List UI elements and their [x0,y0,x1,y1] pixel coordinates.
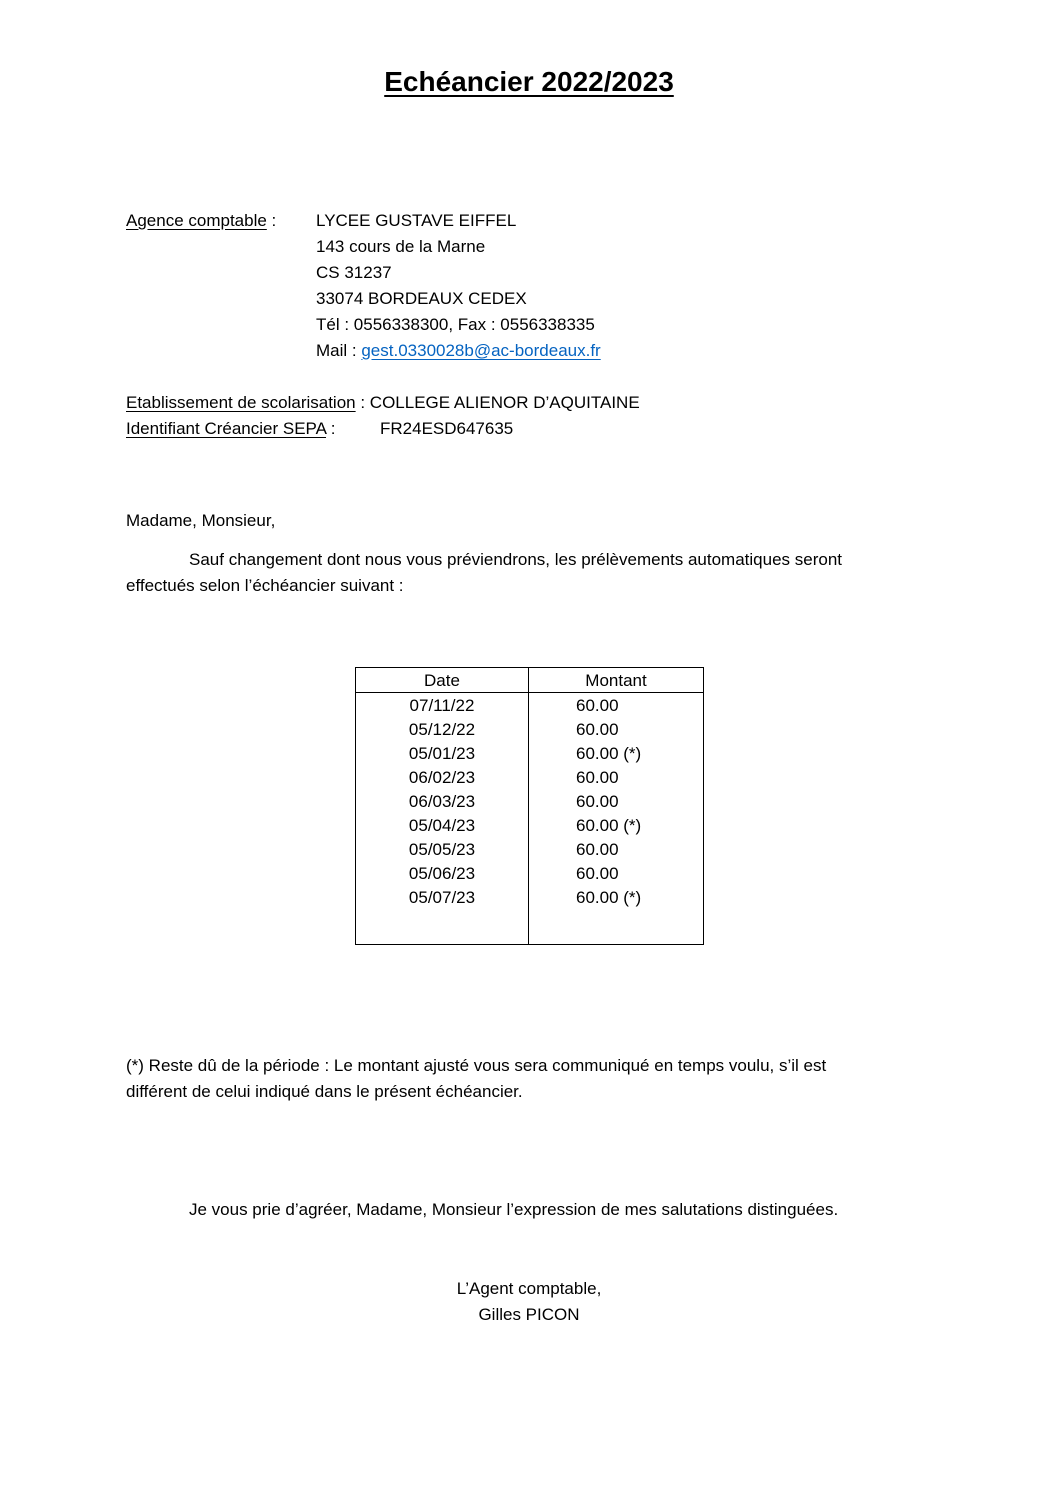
sepa-label: Identifiant Créancier SEPA [126,419,327,438]
agency-city: 33074 BORDEAUX CEDEX [316,289,527,308]
note-line-1: (*) Reste dû de la période : Le montant ajusté vous sera communiqué en temps voulu, s’il est [126,1056,827,1075]
agency-street: 143 cours de la Marne [316,237,486,256]
row-date: 05/06/23 [408,864,476,883]
signature-name: Gilles PICON [478,1305,580,1324]
agency-phone-fax: Tél : 0556338300, Fax : 0556338335 [316,315,595,334]
agency-name: LYCEE GUSTAVE EIFFEL [316,211,517,230]
agency-mail-line [316,338,601,364]
sepa-line [126,416,335,442]
header-amount: Montant [585,671,647,690]
row-date: 05/04/23 [408,816,476,835]
table-row [356,718,703,742]
schedule-table [355,667,704,945]
school-value: : COLLEGE ALIENOR D’AQUITAINE [355,393,640,412]
row-amount: 60.00 (*) [576,816,642,835]
table-row [356,814,703,838]
intro-line-1: Sauf changement dont nous vous préviendrons, les prélèvements automatiques seront [189,550,843,569]
table-row [356,766,703,790]
row-date: 05/07/23 [408,888,476,907]
row-date: 05/05/23 [408,840,476,859]
row-amount: 60.00 [576,696,619,715]
agency-mail-label: Mail : [316,341,362,360]
schedule-rows [356,694,703,910]
table-row [356,742,703,766]
note-line-2: différent de celui indiqué dans le présent échéancier. [126,1082,523,1101]
header-divider [356,692,703,693]
sepa-value: FR24ESD647635 [380,419,514,438]
agency-label-line [126,208,276,234]
header-date: Date [424,671,460,690]
table-row [356,790,703,814]
agency-label-suffix: : [266,211,277,230]
row-amount: 60.00 (*) [576,744,642,763]
row-amount: 60.00 [576,768,619,787]
table-row [356,838,703,862]
table-row [356,694,703,718]
row-date: 05/01/23 [408,744,476,763]
row-date: 07/11/22 [409,696,475,715]
row-date: 06/02/23 [408,768,476,787]
school-line [126,390,640,416]
row-date: 05/12/22 [408,720,476,739]
intro-line-2: effectués selon l’échéancier suivant : [126,576,404,595]
row-amount: 60.00 [576,720,619,739]
agency-cs: CS 31237 [316,263,392,282]
table-row [356,886,703,910]
agency-mail-link[interactable]: gest.0330028b@ac-bordeaux.fr [361,341,601,360]
row-date: 06/03/23 [408,792,476,811]
sepa-separator: : [326,419,336,438]
school-label: Etablissement de scolarisation [126,393,356,412]
table-row [356,862,703,886]
row-amount: 60.00 [576,792,619,811]
row-amount: 60.00 [576,840,619,859]
signature-role: L’Agent comptable, [456,1279,602,1298]
document-title: Echéancier 2022/2023 [384,66,674,97]
greeting: Madame, Monsieur, [126,511,276,530]
closing-formula: Je vous prie d’agréer, Madame, Monsieur l’expression de mes salutations distinguées. [189,1200,839,1219]
row-amount: 60.00 [576,864,619,883]
row-amount: 60.00 (*) [576,888,642,907]
agency-label: Agence comptable [126,211,267,230]
